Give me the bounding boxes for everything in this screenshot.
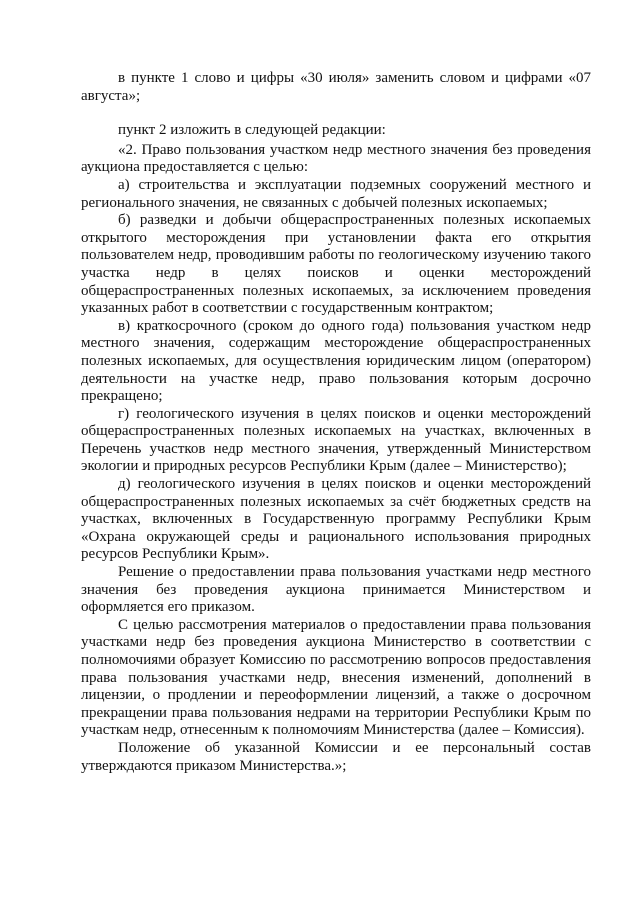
list-item-v: в) краткосрочного (сроком до одного года) пользования участком недр местного значения, содержащим месторождение общераспространенных полезных ископаемых, для осуществления юридическим лицом (оператором) деятельности на участке недр, право пользования которым досрочно прекращено;	[81, 317, 591, 405]
paragraph-regulation: Положение об указанной Комиссии и ее персональный состав утверждаются приказом Министерства.»;	[81, 739, 591, 774]
list-item-b: б) разведки и добычи общераспространенных полезных ископаемых открытого месторождения при установлении факта его открытия пользователем недр, проводившим работы по геологическому изучению такого участка недр в целях поисков и оценки месторождений общераспространенных полезных ископаемых, за исключением проведения указанных работ в соответствии с государственным контрактом;	[81, 212, 591, 317]
list-item-a: а) строительства и эксплуатации подземных сооружений местного и регионального значения, не связанных с добычей полезных ископаемых;	[81, 176, 591, 211]
paragraph-point-2-intro: пункт 2 изложить в следующей редакции:	[118, 122, 386, 139]
list-item-d: д) геологического изучения в целях поисков и оценки месторождений общераспространенных полезных ископаемых за счёт бюджетных средств на участках, включенных в Государственную программу Республики Крым «Охрана окружающей среды и рационального использования природных ресурсов Республики Крым».	[81, 476, 591, 563]
paragraph-commission: С целью рассмотрения материалов о предоставлении права пользования участками недр без проведения аукциона Министерство в соответствии с полномочиями образует Комиссию по рассмотрению вопросов предоставления права пользования участками недр, внесения изменений, дополнений в лицензии, о продлении и переоформлении лицензий, а также о досрочном прекращении права пользования недрами на территории Республики Крым по участкам недр, отнесенным к полномочиям Министерства (далее – Комиссия).	[81, 616, 591, 739]
paragraph-decision: Решение о предоставлении права пользования участками недр местного значения без проведения аукциона принимается Министерством и оформляется его приказом.	[81, 564, 591, 616]
document-page	[81, 70, 591, 775]
paragraph-amend-point-1: в пункте 1 слово и цифры «30 июля» заменить словом и цифрами «07 августа»;	[81, 70, 591, 104]
list-item-g: г) геологического изучения в целях поисков и оценки месторождений общераспространенных полезных ископаемых на участках, включенных в Перечень участков недр местного значения, утвержденный Министерством экологии и природных ресурсов Республики Крым (далее – Министерство);	[81, 405, 591, 475]
paragraph-point-2-text: «2. Право пользования участком недр местного значения без проведения аукциона предоставляется с целью:	[81, 141, 591, 176]
